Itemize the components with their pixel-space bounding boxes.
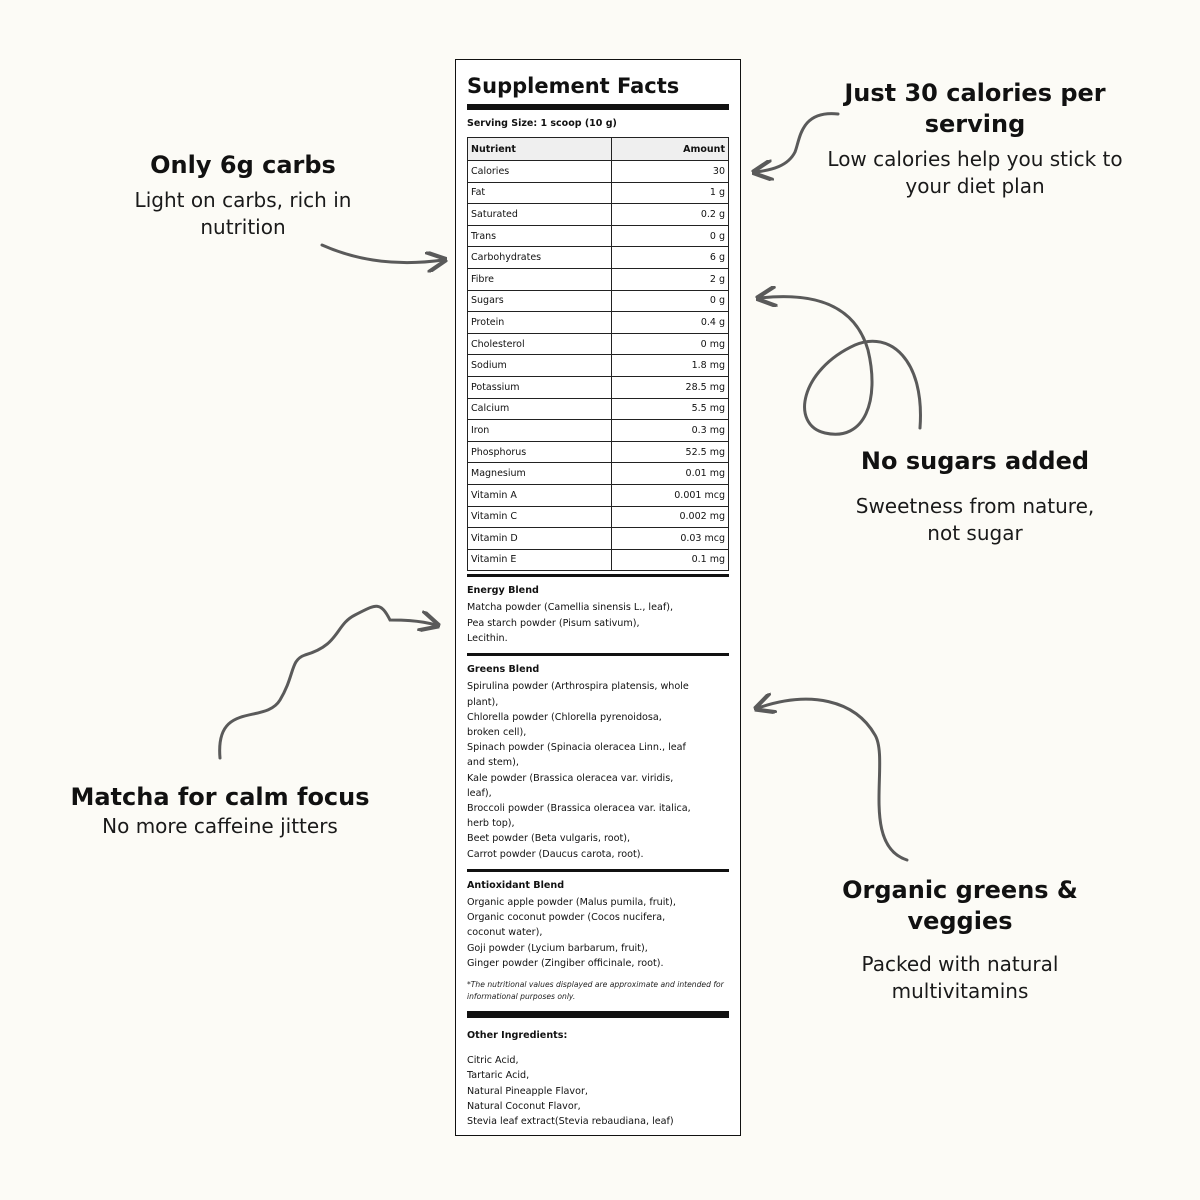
energy-blend [467, 577, 729, 650]
nutrient-amount: 0.03 mcg [611, 528, 728, 550]
energy-blend-heading: Energy Blend [467, 585, 539, 597]
nutrient-name: Magnesium [468, 463, 612, 485]
greens-blend-line: Beet powder (Beta vulgaris, root), [467, 833, 631, 845]
nutrient-name: Vitamin A [468, 484, 612, 506]
greens-blend-line: Kale powder (Brassica oleracea var. viridis, [467, 772, 674, 784]
nutrient-amount: 6 g [611, 247, 728, 269]
table-header-row [468, 138, 729, 161]
nutrient-name: Vitamin E [468, 549, 612, 571]
table-row [468, 290, 729, 312]
energy-blend-line: Pea starch powder (Pisum sativum), [467, 617, 640, 629]
greens-blend-line: Spinach powder (Spinacia oleracea Linn., leaf [467, 742, 686, 754]
nutrient-amount: 0.2 g [611, 204, 728, 226]
energy-blend-line: Matcha powder (Camellia sinensis L., leaf), [467, 602, 674, 614]
nutrient-name: Sugars [468, 290, 612, 312]
nutrient-amount: 0.1 mg [611, 549, 728, 571]
callout-calories-subtitle: Low calories help you stick to your diet plan [827, 147, 1123, 198]
nutrient-amount: 0.002 mg [611, 506, 728, 528]
callout-matcha [50, 782, 390, 840]
arrow-carbs [322, 245, 443, 263]
nutrient-name: Cholesterol [468, 333, 612, 355]
table-row [468, 420, 729, 442]
antioxidant-blend-line: Goji powder (Lycium barbarum, fruit), [467, 942, 648, 954]
serving-size: Serving Size: 1 scoop (10 g) [467, 118, 617, 129]
energy-blend-lines [467, 600, 729, 646]
nutrient-amount: 2 g [611, 268, 728, 290]
callout-calories-title: Just 30 calories per serving [844, 79, 1106, 138]
table-row [468, 484, 729, 506]
table-row [468, 268, 729, 290]
antioxidant-blend-line: coconut water), [467, 927, 543, 939]
other-ingredient-lines [467, 1053, 729, 1129]
table-row [468, 463, 729, 485]
nutrient-name: Potassium [468, 376, 612, 398]
greens-blend-heading: Greens Blend [467, 664, 540, 676]
disclaimer: *The nutritional values displayed are approximate and intended for informational purposes only. [467, 979, 724, 1001]
arrow-matcha [220, 606, 436, 758]
nutrient-name: Fat [468, 182, 612, 204]
antioxidant-blend-heading: Antioxidant Blend [467, 879, 565, 891]
table-row [468, 398, 729, 420]
supplement-facts-label [455, 59, 741, 1136]
callout-sugars-title: No sugars added [860, 447, 1090, 475]
nutrient-amount: 5.5 mg [611, 398, 728, 420]
table-row [468, 333, 729, 355]
nutrient-amount: 0 g [611, 290, 728, 312]
table-row [468, 376, 729, 398]
other-ingredient-line: Natural Pineapple Flavor, [467, 1085, 588, 1097]
callout-carbs-title: Only 6g carbs [150, 151, 336, 179]
callout-organic-subtitle: Packed with natural multivitamins [861, 952, 1059, 1003]
table-row [468, 182, 729, 204]
antioxidant-blend-line: Organic coconut powder (Cocos nucifera, [467, 912, 666, 924]
callout-matcha-title: Matcha for calm focus [70, 783, 370, 811]
greens-blend-line: Chlorella powder (Chlorella pyrenoidosa, [467, 711, 662, 723]
other-ingredient-line: Citric Acid, [467, 1055, 519, 1067]
table-row [468, 549, 729, 571]
callout-carbs-subtitle: Light on carbs, rich in nutrition [134, 188, 352, 239]
nutrient-name: Phosphorus [468, 441, 612, 463]
nutrient-name: Fibre [468, 268, 612, 290]
other-ingredients-heading: Other Ingredients: [467, 1029, 568, 1041]
callout-organic [820, 875, 1100, 1005]
greens-blend-line: herb top), [467, 818, 515, 830]
nutrient-name: Vitamin D [468, 528, 612, 550]
nutrient-amount: 1 g [611, 182, 728, 204]
antioxidant-blend [467, 872, 729, 975]
greens-blend-lines [467, 679, 729, 861]
arrow-organic [758, 699, 907, 860]
table-row [468, 204, 729, 226]
facts-title: Supplement Facts [467, 72, 729, 110]
energy-blend-line: Lecithin. [467, 632, 508, 644]
antioxidant-blend-lines [467, 895, 729, 971]
divider [467, 1011, 729, 1018]
nutrient-name: Trans [468, 225, 612, 247]
nutrient-amount: 28.5 mg [611, 376, 728, 398]
nutrient-amount: 0.01 mg [611, 463, 728, 485]
nutrient-amount: 52.5 mg [611, 441, 728, 463]
nutrient-name: Sodium [468, 355, 612, 377]
nutrient-amount: 0 mg [611, 333, 728, 355]
table-row [468, 355, 729, 377]
nutrient-name: Saturated [468, 204, 612, 226]
nutrient-amount: 0.4 g [611, 312, 728, 334]
other-ingredient-line: Natural Coconut Flavor, [467, 1100, 581, 1112]
callout-calories [820, 78, 1130, 200]
nutrient-name: Vitamin C [468, 506, 612, 528]
nutrient-amount: 0 g [611, 225, 728, 247]
nutrient-name: Calcium [468, 398, 612, 420]
nutrient-name: Protein [468, 312, 612, 334]
nutrient-amount: 30 [611, 161, 728, 183]
callout-sugars [840, 446, 1110, 547]
amount-header: Amount [611, 138, 728, 161]
greens-blend-line: plant), [467, 696, 499, 708]
greens-blend [467, 656, 729, 866]
nutrient-amount: 1.8 mg [611, 355, 728, 377]
antioxidant-blend-line: Ginger powder (Zingiber officinale, root). [467, 957, 664, 969]
nutrient-header: Nutrient [468, 138, 612, 161]
nutrient-name: Iron [468, 420, 612, 442]
table-row [468, 506, 729, 528]
other-ingredient-line: Tartaric Acid, [467, 1070, 530, 1082]
callout-sugars-subtitle: Sweetness from nature, not sugar [855, 494, 1095, 545]
greens-blend-line: and stem), [467, 757, 519, 769]
antioxidant-blend-line: Organic apple powder (Malus pumila, fruit), [467, 896, 676, 908]
other-ingredient-line: Stevia leaf extract(Stevia rebaudiana, leaf) [467, 1115, 674, 1127]
nutrient-amount: 0.3 mg [611, 420, 728, 442]
greens-blend-line: Spirulina powder (Arthrospira platensis, whole [467, 681, 689, 693]
nutrient-name: Calories [468, 161, 612, 183]
nutrient-name: Carbohydrates [468, 247, 612, 269]
arrow-sugars [760, 297, 920, 435]
callout-carbs [108, 150, 378, 241]
greens-blend-line: Carrot powder (Daucus carota, root). [467, 848, 644, 860]
nutrient-amount: 0.001 mcg [611, 484, 728, 506]
greens-blend-line: broken cell), [467, 726, 527, 738]
nutrient-table [467, 137, 729, 571]
greens-blend-line: Broccoli powder (Brassica oleracea var. italica, [467, 802, 691, 814]
other-ingredients [467, 1018, 729, 1129]
table-row [468, 528, 729, 550]
table-row [468, 161, 729, 183]
callout-organic-title: Organic greens & veggies [842, 876, 1078, 935]
callout-matcha-subtitle: No more caffeine jitters [102, 814, 338, 838]
table-row [468, 225, 729, 247]
table-row [468, 247, 729, 269]
greens-blend-line: leaf), [467, 787, 492, 799]
table-row [468, 441, 729, 463]
table-row [468, 312, 729, 334]
nutrient-table-body [468, 161, 729, 571]
